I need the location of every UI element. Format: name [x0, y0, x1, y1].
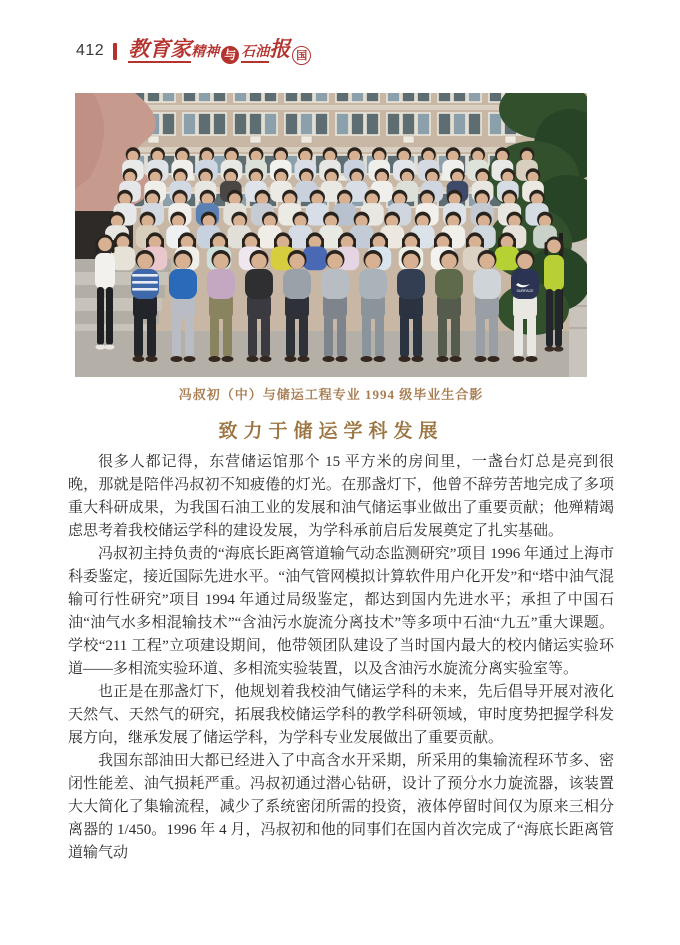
- logo-connector-badge: 与: [221, 46, 239, 64]
- logo-part-educator: 教育家: [128, 37, 192, 61]
- article-paragraph: 我国东部油田大都已经进入了中高含水开采期，所采用的集输流程环节多、密闭性能差、油气损耗严重。冯叔初通过潜心钻研，设计了预分水力旋流器，该装置大大简化了集输流程，减少了系统密闭所需的投资，液体停留时间仅为原来三相分离器的 1/450。1996 年 4 月，冯叔初和他的同事们在国内首次完成了“海底长距离管道输气动: [68, 753, 614, 861]
- logo-part-spirit: 精神: [191, 45, 220, 60]
- logo-part-country-badge: 国: [292, 46, 311, 65]
- photo-caption: 冯叔初（中）与储运工程专业 1994 级毕业生合影: [178, 387, 484, 402]
- nike-shirt-text: SURFACE: [516, 289, 534, 293]
- group-photo: [75, 93, 587, 377]
- logo-part-petroleum: 石油: [241, 46, 269, 63]
- group-photo-illustration: [75, 93, 587, 377]
- article-paragraph: 冯叔初主持负责的“海底长距离管道输气动态监测研究”项目 1996 年通过上海市科委鉴定，接近国际先进水平。“油气管网模拟计算软件用户化开发”和“塔中油气混输可行性研究”项目 1994 年通过局级鉴定，都达到国内先进水平；承担了中国石油“油气水多相混输技术”“含油污水旋流分离技术”等多项中石油“九五”重大课题。学校“211 工程”立项建设期间，他带领团队建设了当时国内最大的校内储运实验环道——多相流实验环道、多相流实验装置，以及含油污水旋流分离实验室等。: [68, 546, 614, 677]
- book-series-logo: [128, 39, 311, 63]
- page-header: [76, 36, 311, 66]
- page-number: 412: [76, 42, 105, 59]
- logo-part-serve: 报: [269, 37, 291, 61]
- article-title: 致力于储运学科发展: [218, 421, 444, 442]
- article-paragraph: 很多人都记得，东营储运馆那个 15 平方米的房间里，一盏台灯总是亮到很晚，那就是陪伴冯叔初不知疲倦的灯光。在那盏灯下，他曾不辞劳苦地完成了多项重大科研成果，为我国石油工业的发展和油气储运事业做出了重要贡献；他殚精竭虑思考着我校储运学科的建设发展，为学科承前启后发展奠定了扎实基础。: [68, 454, 614, 539]
- article-body: [68, 451, 614, 865]
- header-divider-bar: [113, 43, 117, 60]
- article-paragraph: 也正是在那盏灯下，他规划着我校油气储运学科的未来，先后倡导开展对液化天然气、天然气的研究，拓展我校储运学科的教学科研领域，审时度势把握学科发展方向，继承发展了储运学科，为学科专业发展做出了重要贡献。: [68, 684, 614, 746]
